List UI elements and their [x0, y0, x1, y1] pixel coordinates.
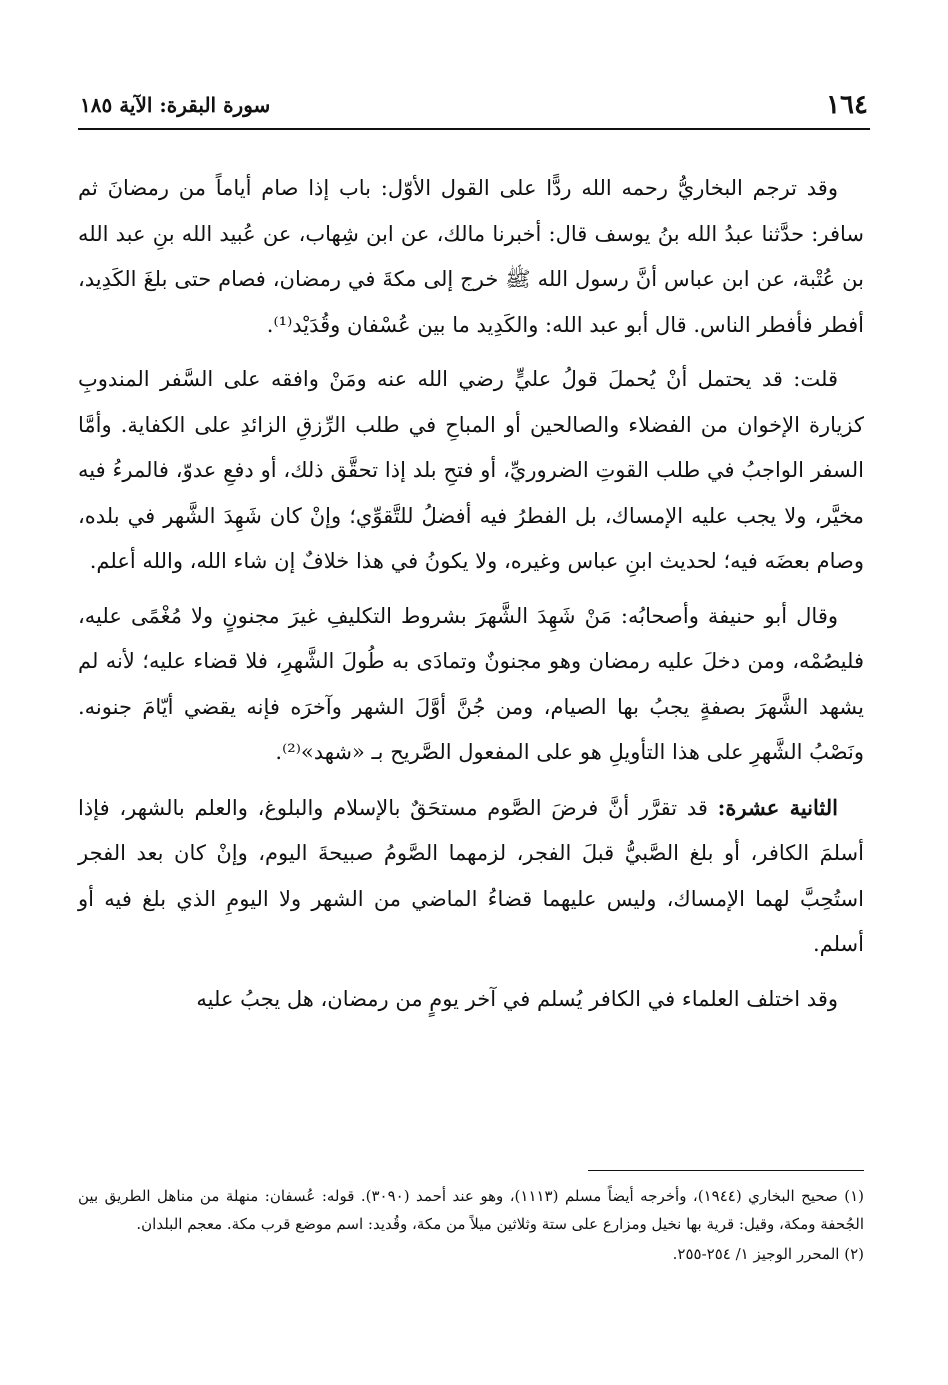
header-divider	[78, 128, 870, 130]
paragraph-qultu: قلت: قد يحتمل أنْ يُحملَ قولُ عليٍّ رضي الله عنه ومَنْ وافقه على السَّفر المندوبِ كزيارة الإخوان من الفضلاء والصالحين أو المباحِ في طلب الرِّزقِ الزائدِ على الكفاية. وأمَّا السفر الواجبُ في طلب القوتِ الضروريِّ، أو فتحِ بلد إذا تحقَّق ذلك، أو دفعِ عدوّ، فالمرءُ فيه مخيَّر، ولا يجب عليه الإمساك، بل الفطرُ فيه أفضلُ للتَّقوِّي؛ وإنْ كان شَهِدَ الشَّهر في بلده، وصام بعضَه فيه؛ لحديث ابنِ عباس وغيره، ولا يكونُ في هذا خلافٌ إن شاء الله، والله أعلم.	[78, 367, 864, 573]
issue-heading: الثانية عشرة:	[717, 794, 838, 820]
paragraph-issue-twelve	[78, 785, 864, 968]
issue-text: قد تقرَّر أنَّ فرضَ الصَّوم مستحَقٌ بالإسلام والبلوغ، والعلم بالشهر، فإذا أسلمَ الكافر، أو بلغ الصَّبيُّ قبلَ الفجر، لزمهما الصَّومُ صبيحةَ اليوم، وإنْ كان بعد الفجر استُحِبَّ لهما الإمساك، وليس عليهما قضاءُ الماضي من الشهر ولا اليومِ الذي بلغ فيه أو أسلم.	[78, 795, 864, 956]
page-number: ١٦٤	[826, 90, 868, 120]
footnote-1: (١) صحيح البخاري (١٩٤٤)، وأخرجه أيضاً مسلم (١١١٣)، وهو عند أحمد (٣٠٩٠). قوله: عُسفان: منهلة من مناهل الطريق بين الجُحفة ومكة، وقيل: قرية بها نخيل ومزارع على ستة وثلاثين ميلاً من مكة، وقُديد: اسم موضع قرب مكة. معجم البلدان.	[78, 1187, 865, 1233]
paragraph-bukhari: وقد ترجم البخاريُّ رحمه الله ردًّا على القول الأوّل: باب إذا صام أياماً من رمضانَ ثم سافر: حدَّثنا عبدُ الله بنُ يوسف قال: أخبرنا مالك، عن ابن شِهاب، عن عُبيد الله بنِ عبد الله بن عُتْبة، عن ابن عباس أنَّ رسول الله ﷺ خرج إلى مكةَ في رمضان، فصام حتى بلغَ الكَدِيد، أفطر فأفطر الناس. قال أبو عبد الله: والكَدِيد ما بين عُسْفان وقُدَيْد⁽¹⁾.	[78, 176, 864, 337]
footnote-divider	[588, 1170, 864, 1171]
paragraph-scholars: وقد اختلف العلماء في الكافر يُسلم في آخر يومٍ من رمضان، هل يجبُ عليه	[196, 986, 838, 1011]
footnote-2: (٢) المحرر الوجيز ١/ ٢٥٤-٢٥٥.	[672, 1245, 864, 1263]
main-text	[78, 166, 864, 1031]
running-title: سورة البقرة: الآية ١٨٥	[80, 93, 271, 117]
paragraph-abu-hanifa: وقال أبو حنيفة وأصحابُه: مَنْ شَهِدَ الشَّهرَ بشروط التكليفِ غيرَ مجنونٍ ولا مُغْمًى عليه، فليصُمْه، ومن دخلَ عليه رمضان وهو مجنونٌ وتمادَى به طُولَ الشَّهرِ، فلا قضاء عليه؛ لأنه لم يشهد الشَّهرَ بصفةٍ يجبُ بها الصيام، ومن جُنَّ أوَّلَ الشهر وآخرَه فإنه يقضي أيّامَ جنونه. ونَصْبُ الشَّهرِ على هذا التأويلِ هو على المفعول الصَّريح بـ «شهد»⁽²⁾.	[78, 603, 864, 764]
page-header	[80, 88, 868, 126]
footnotes	[78, 1182, 864, 1270]
